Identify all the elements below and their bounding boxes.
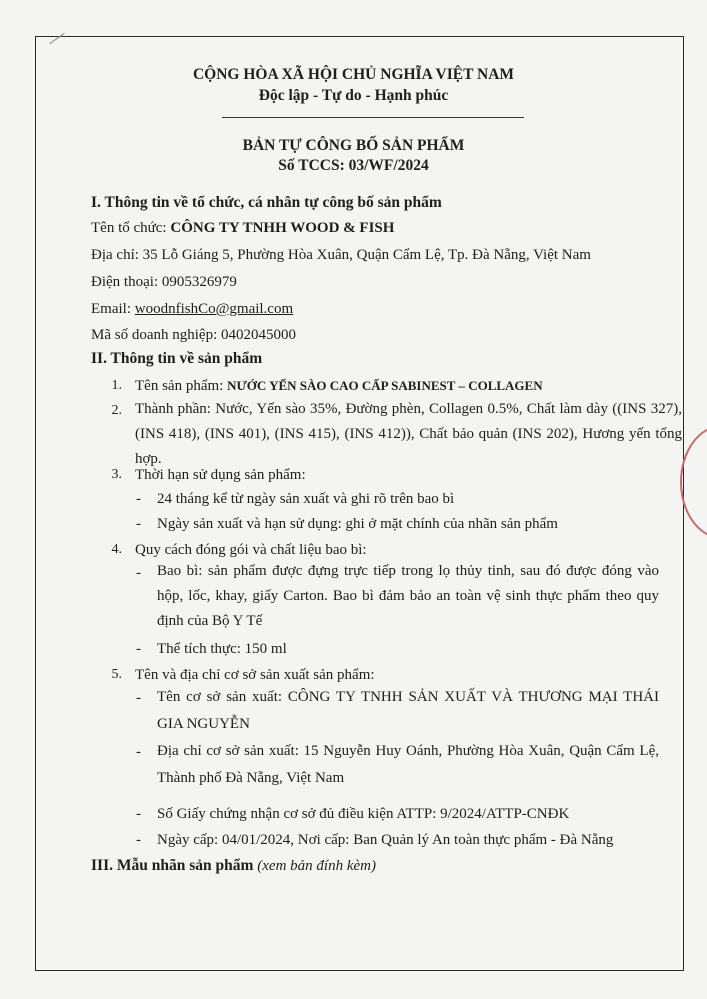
header-divider [222, 117, 524, 118]
bullet-dash: - [136, 806, 141, 822]
company-seal [680, 425, 707, 539]
bullet-dash: - [136, 744, 141, 760]
packaging-description: Bao bì: sản phẩm được đựng trực tiếp trong lọ thủy tinh, sau đó được đóng vào hộp, lốc, khay, giấy Carton. Bao bì đảm bảo an toàn vệ sinh thực phẩm theo quy định của Bộ Y Tế [157, 563, 659, 629]
email-line [91, 300, 293, 318]
shelf-life-duration: 24 tháng kể từ ngày sản xuất và ghi rõ trên bao bì [157, 491, 455, 507]
tax-code: Mã số doanh nghiệp: 0402045000 [91, 327, 296, 343]
certificate-issue-info: Ngày cấp: 04/01/2024, Nơi cấp: Ban Quản lý An toàn thực phẩm - Đà Nẵng [157, 832, 614, 848]
packaging-heading: Quy cách đóng gói và chất liệu bao bì: [135, 542, 367, 558]
net-volume: Thể tích thực: 150 ml [157, 641, 287, 657]
org-label: Tên tổ chức: [91, 220, 171, 236]
bullet-dash: - [136, 565, 141, 581]
org-address: Địa chỉ: 35 Lỗ Giáng 5, Phường Hòa Xuân, Quận Cẩm Lệ, Tp. Đà Nẵng, Việt Nam [91, 247, 591, 263]
section-3-note: (xem bản đính kèm) [257, 858, 376, 874]
item-number: 1. [111, 378, 122, 393]
doc-number: Số TCCS: 03/WF/2024 [278, 157, 429, 174]
item-number: 3. [111, 467, 122, 482]
email-link[interactable]: woodnfishCo@gmail.com [134, 301, 294, 317]
org-line [91, 219, 394, 237]
email-label: Email: [91, 301, 135, 317]
manufacture-date-note: Ngày sản xuất và hạn sử dụng: ghi ở mặt chính của nhãn sản phẩm [157, 516, 558, 532]
manufacturer-name: Tên cơ sở sản xuất: CÔNG TY TNHH SẢN XUẤT VÀ THƯƠNG MẠI THÁI GIA NGUYỄN [157, 689, 659, 732]
bullet-dash: - [136, 690, 141, 706]
org-phone: Điện thoại: 0905326979 [91, 274, 237, 290]
product-name-label: Tên sản phẩm: [135, 378, 228, 394]
item-number: 5. [111, 667, 122, 682]
item-number: 4. [111, 542, 122, 557]
bullet-dash: - [136, 832, 141, 848]
section-1-heading: I. Thông tin về tổ chức, cá nhân tự công bố sản phẩm [91, 194, 442, 211]
manufacturer-heading: Tên và địa chỉ cơ sở sản xuất sản phẩm: [135, 667, 375, 683]
bullet-dash: - [136, 491, 141, 507]
section-3-heading: III. Mẫu nhãn sản phẩm [91, 857, 258, 874]
shelf-life-heading: Thời hạn sử dụng sản phẩm: [135, 467, 306, 483]
org-value: CÔNG TY TNHH WOOD & FISH [170, 220, 395, 236]
section-3-line [91, 857, 376, 875]
bullet-dash: - [136, 641, 141, 657]
motto: Độc lập - Tự do - Hạnh phúc [258, 87, 449, 104]
ingredients: Thành phần: Nước, Yến sào 35%, Đường phèn, Collagen 0.5%, Chất làm dày ((INS 327), (INS 418), (INS 401), (INS 415), (INS 412)), Chất bảo quản (INS 202), Hương yến tổng hợp. [135, 401, 682, 467]
country-name: CỘNG HÒA XÃ HỘI CHỦ NGHĨA VIỆT NAM [192, 66, 515, 83]
doc-title: BẢN TỰ CÔNG BỐ SẢN PHẨM [242, 137, 465, 154]
product-name-value: NƯỚC YẾN SÀO CAO CẤP SABINEST – COLLAGEN [227, 378, 543, 393]
section-2-heading: II. Thông tin về sản phẩm [91, 350, 263, 367]
manufacturer-address: Địa chỉ cơ sở sản xuất: 15 Nguyễn Huy Oánh, Phường Hòa Xuân, Quận Cẩm Lệ, Thành phố Đà Nẵng, Việt Nam [157, 743, 659, 786]
product-name-line [135, 377, 543, 395]
bullet-dash: - [136, 516, 141, 532]
food-safety-certificate: Số Giấy chứng nhận cơ sở đủ điều kiện ATTP: 9/2024/ATTP-CNĐK [157, 806, 570, 822]
item-number: 2. [111, 403, 122, 418]
